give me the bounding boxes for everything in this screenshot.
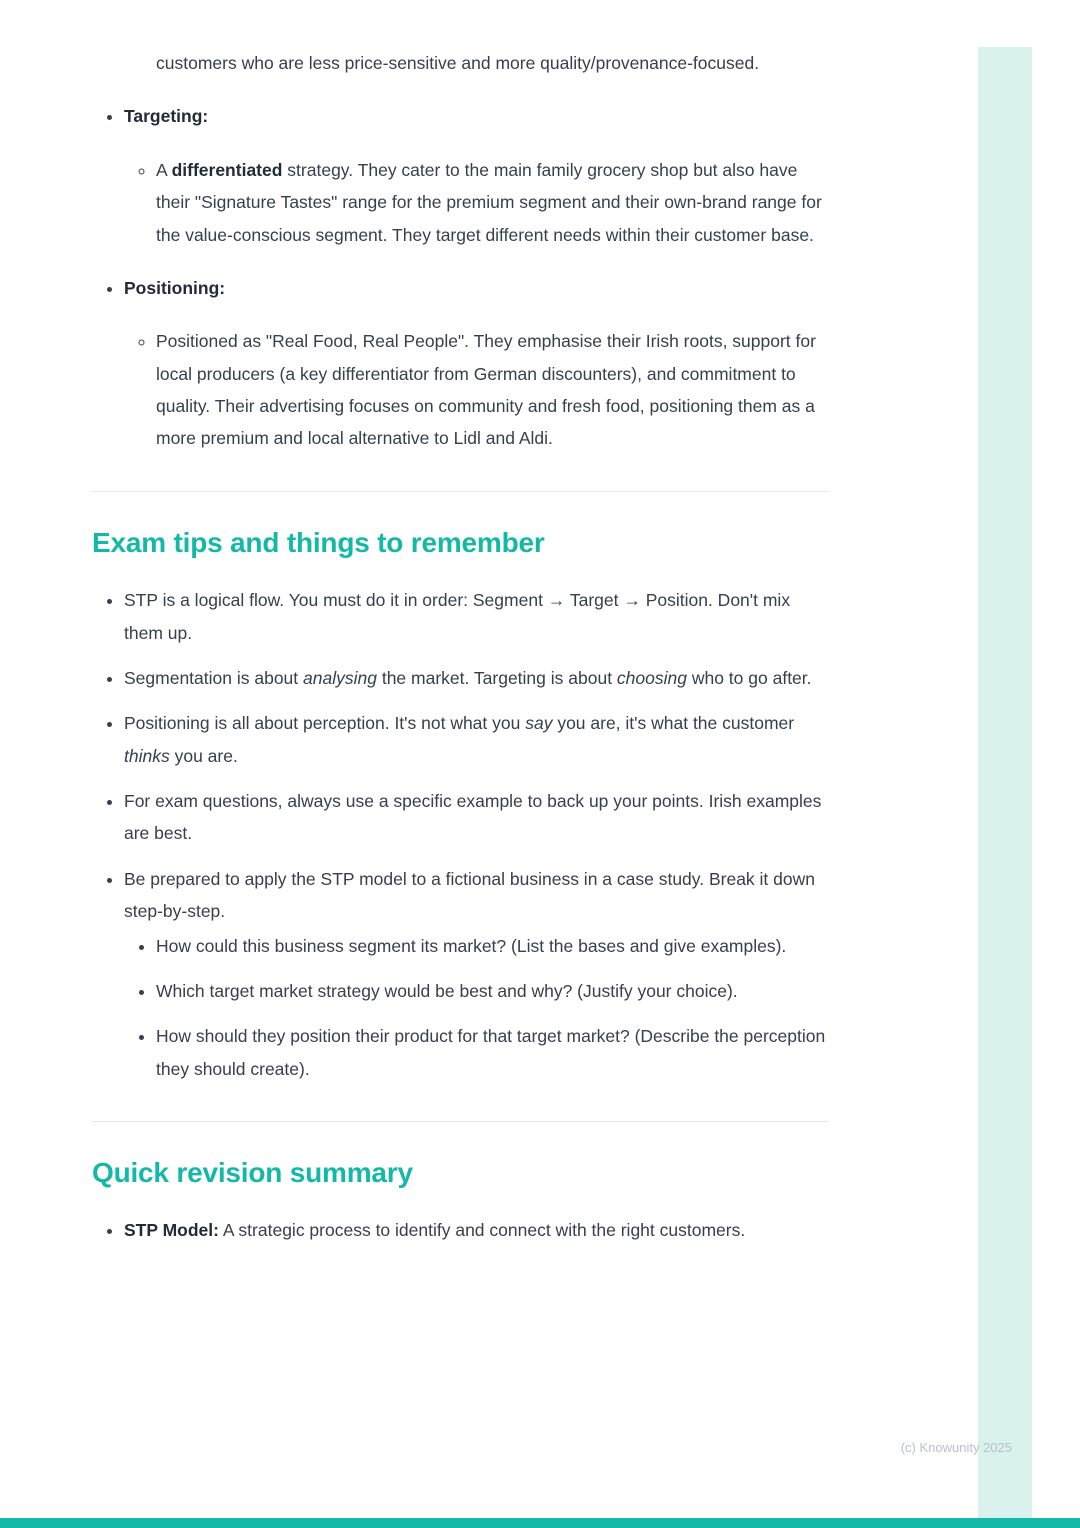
bold-text: differentiated xyxy=(171,159,283,180)
list-item xyxy=(124,662,829,694)
bold-text: STP Model: xyxy=(124,1220,219,1241)
list-item-text xyxy=(156,1020,829,1085)
bold-text: Positioning: xyxy=(124,277,226,298)
list-item-text xyxy=(124,662,829,694)
list-item-text xyxy=(156,154,829,251)
bullet-list xyxy=(92,1214,829,1246)
list-item-text xyxy=(156,930,829,962)
list-item xyxy=(156,325,829,455)
list-item-text xyxy=(156,325,829,455)
list-item xyxy=(156,975,829,1007)
divider xyxy=(92,1121,829,1122)
bullet-list xyxy=(92,100,829,454)
list-item xyxy=(124,1214,829,1246)
text-segment: Which target market strategy would be best and why? (Justify your choice). xyxy=(156,980,738,1001)
italic-text: thinks xyxy=(124,745,170,766)
list-item-text xyxy=(124,100,829,132)
section-heading: Exam tips and things to remember xyxy=(92,526,545,558)
document-content xyxy=(92,47,829,1260)
bullet-list xyxy=(124,154,829,251)
text-segment: who to go after. xyxy=(686,667,812,688)
list-item-text xyxy=(124,1214,829,1246)
list-item xyxy=(156,1020,829,1085)
list-item xyxy=(124,584,829,649)
text-segment: Segmentation is about xyxy=(124,667,304,688)
italic-text: analysing xyxy=(303,667,377,688)
list-item xyxy=(124,785,829,850)
list-item-text xyxy=(124,707,829,772)
paragraph xyxy=(156,47,829,79)
italic-text: choosing xyxy=(616,667,687,688)
list-item xyxy=(124,707,829,772)
text-segment: Positioning is all about perception. It's not what you xyxy=(124,713,526,734)
text-segment: you are, it's what the customer xyxy=(552,713,795,734)
bullet-list xyxy=(124,930,829,1086)
list-item xyxy=(124,100,829,251)
bullet-list xyxy=(124,325,829,455)
text-segment: the market. Targeting is about xyxy=(376,667,617,688)
italic-text: say xyxy=(525,713,553,734)
text-segment: How should they position their product for that target market? (Describe the perception they should create). xyxy=(156,1026,826,1079)
text-segment: A strategic process to identify and connect with the right customers. xyxy=(218,1220,746,1241)
right-accent-bar xyxy=(978,47,1032,1518)
section-heading: Quick revision summary xyxy=(92,1157,413,1189)
text-segment: STP is a logical flow. You must do it in order: Segment → Target → Position. Don't mix them up. xyxy=(124,590,791,643)
list-item xyxy=(124,272,829,455)
text-segment: How could this business segment its market? (List the bases and give examples). xyxy=(156,935,787,956)
list-item-text xyxy=(156,975,829,1007)
text-segment: For exam questions, always use a specific example to back up your points. Irish examples are best. xyxy=(124,791,822,844)
text-segment: A xyxy=(156,159,172,180)
copyright-watermark: (c) Knowunity 2025 xyxy=(900,1440,1012,1455)
bold-text: Targeting: xyxy=(124,106,209,127)
list-item-text xyxy=(124,863,829,928)
divider xyxy=(92,491,829,492)
text-segment: Be prepared to apply the STP model to a fictional business in a case study. Break it down step-by-step. xyxy=(124,868,815,922)
text-segment: you are. xyxy=(169,745,238,766)
list-item-text xyxy=(124,785,829,850)
text-segment: Positioned as "Real Food, Real People". They emphasise their Irish roots, support for local producers (a key differentiator from German discounters), and commitment to quality. Their advertising focuses on community and fresh food, positioning them as a more premium and local alternative to Lidl and Aldi. xyxy=(156,331,816,449)
text-segment: customers who are less price-sensitive and more quality/provenance-focused. xyxy=(156,53,760,73)
list-item-text xyxy=(124,584,829,649)
bottom-accent-bar xyxy=(0,1518,1080,1528)
list-item xyxy=(156,930,829,962)
list-item-text xyxy=(124,272,829,304)
list-item xyxy=(156,154,829,251)
text-segment: strategy. They cater to the main family grocery shop but also have their "Signature Tastes" range for the premium segment and their own-brand range for the value-conscious segment. They target different needs within their customer base. xyxy=(156,159,822,245)
list-item xyxy=(124,863,829,1085)
bullet-list xyxy=(92,584,829,1085)
